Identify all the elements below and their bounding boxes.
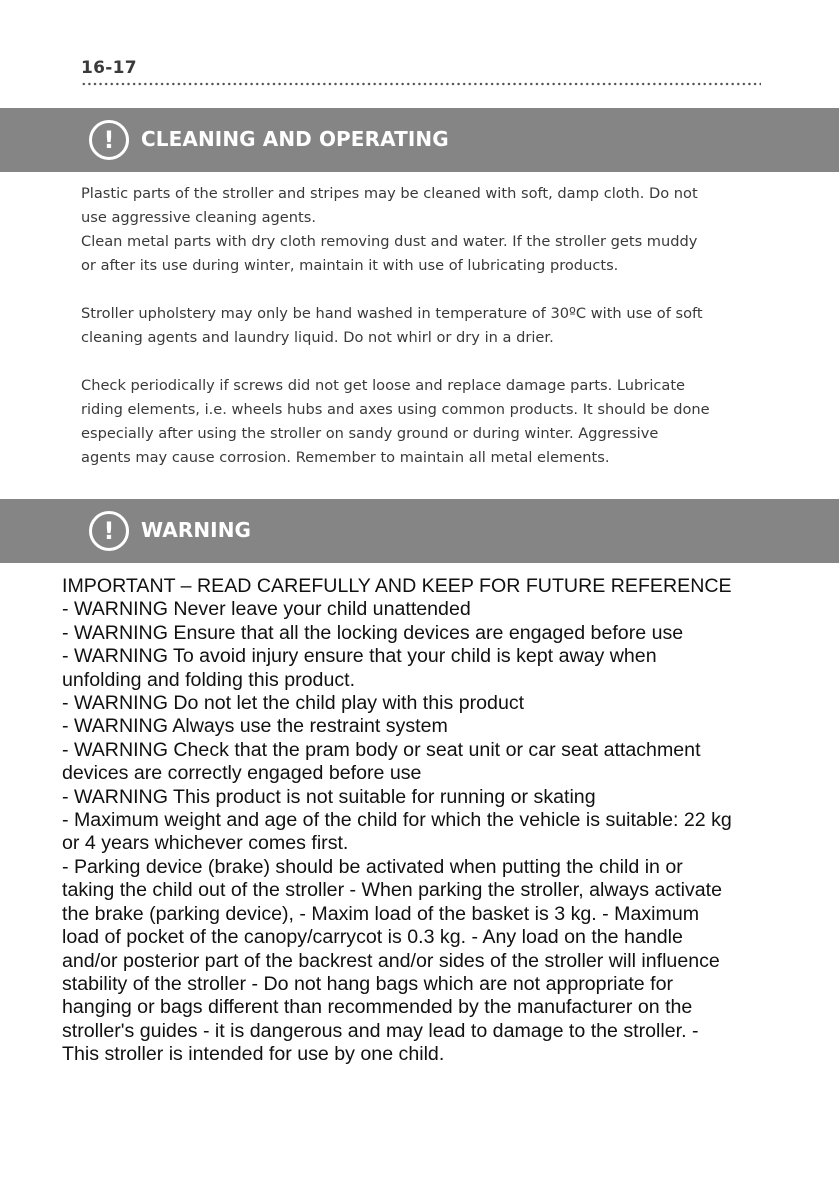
cleaning-paragraph (81, 182, 771, 278)
warning-line: unfolding and folding this product. (62, 668, 356, 691)
warning-line: - Parking device (brake) should be activated when putting the child in or (62, 855, 683, 878)
cleaning-paragraph (81, 374, 771, 470)
warning-line: - WARNING Always use the restraint system (62, 715, 448, 738)
exclamation-circle-icon: ! (89, 120, 129, 160)
cleaning-section-body (81, 182, 771, 494)
warning-line: stability of the stroller - Do not hang bags which are not appropriate for (62, 972, 674, 995)
warning-line: the brake (parking device), - Maxim load of the basket is 3 kg. - Maximum (62, 902, 700, 925)
text-line: especially after using the stroller on sandy ground or during winter. Aggressive (81, 425, 659, 442)
dotted-divider (81, 82, 761, 86)
warning-line: - WARNING Ensure that all the locking devices are engaged before use (62, 621, 684, 644)
warning-line: - WARNING Check that the pram body or seat unit or car seat attachment (62, 738, 701, 761)
text-line: riding elements, i.e. wheels hubs and axes using common products. It should be done (81, 401, 710, 418)
cleaning-section-header (0, 108, 839, 172)
cleaning-paragraph (81, 302, 771, 350)
page-number: 16-17 (81, 58, 137, 78)
text-line: or after its use during winter, maintain it with use of lubricating products. (81, 257, 619, 274)
cleaning-section-title: CLEANING AND OPERATING (141, 127, 449, 151)
text-line: Stroller upholstery may only be hand washed in temperature of 30ºC with use of soft (81, 305, 703, 322)
text-line: Plastic parts of the stroller and stripes may be cleaned with soft, damp cloth. Do not (81, 185, 698, 202)
warning-line: stroller's guides - it is dangerous and may lead to damage to the stroller. - (62, 1019, 699, 1042)
text-line: use aggressive cleaning agents. (81, 209, 316, 226)
warning-line: - WARNING Never leave your child unattended (62, 598, 471, 621)
text-line: Clean metal parts with dry cloth removing dust and water. If the stroller gets muddy (81, 233, 698, 250)
warning-line: - WARNING Do not let the child play with this product (62, 692, 525, 715)
warning-line: or 4 years whichever comes first. (62, 832, 349, 855)
warning-section-title: WARNING (141, 518, 252, 542)
warning-section-header (0, 499, 839, 563)
warning-line: IMPORTANT – READ CAREFULLY AND KEEP FOR FUTURE REFERENCE (62, 575, 732, 597)
warning-line: - Maximum weight and age of the child for which the vehicle is suitable: 22 kg (62, 809, 732, 832)
warning-line: load of pocket of the canopy/carrycot is 0.3 kg. - Any load on the handle (62, 926, 683, 949)
warning-line: This stroller is intended for use by one child. (62, 1043, 445, 1066)
warning-line: - WARNING To avoid injury ensure that your child is kept away when (62, 645, 657, 668)
text-line: cleaning agents and laundry liquid. Do not whirl or dry in a drier. (81, 329, 554, 346)
text-line: agents may cause corrosion. Remember to maintain all metal elements. (81, 449, 610, 466)
warning-line: taking the child out of the stroller - When parking the stroller, always activate (62, 879, 722, 902)
warning-line: and/or posterior part of the backrest and/or sides of the stroller will influence (62, 949, 720, 972)
exclamation-circle-icon: ! (89, 511, 129, 551)
warning-line: - WARNING This product is not suitable for running or skating (62, 785, 596, 808)
text-line: Check periodically if screws did not get loose and replace damage parts. Lubricate (81, 377, 686, 394)
warning-line: hanging or bags different than recommended by the manufacturer on the (62, 996, 693, 1019)
warning-section-body (62, 575, 792, 1067)
warning-line: devices are correctly engaged before use (62, 762, 422, 785)
